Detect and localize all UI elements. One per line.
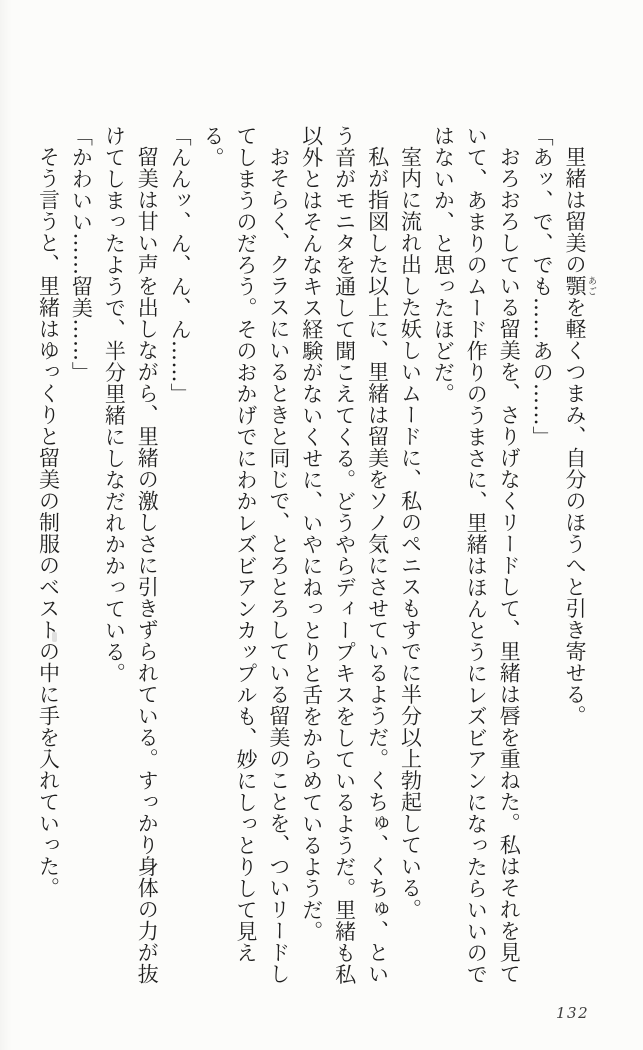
dialogue-paragraph: 「かわいい……留美……」 [69, 125, 94, 383]
novel-text-block [36, 125, 596, 986]
page-number: 132 [556, 1004, 590, 1022]
dialogue-paragraph: 「あッ、で、でも……あの……」 [530, 125, 555, 448]
hanging-punctuation: 。 [201, 146, 226, 168]
furigana-text: あご [586, 275, 596, 297]
dialogue-paragraph: 「んんッ、ん、ん、ん……」 [168, 125, 193, 405]
narrative-paragraph: 里緒は留美の顎 あごを軽くつまみ、自分のほうへと引き寄せる。 [563, 146, 596, 727]
narrative-paragraph: そう言うと、里緒はゆっくりと留美の制服のベストの中に手を入れていった。 [36, 146, 61, 899]
narrative-paragraph: おろおろしている留美を、さりげなくリードして、里緒は唇を重ねた。私はそれを見ていて、あまりのムード作りのうまさに、里緒はほんとうにレズビアンになったらいいのではないか、と思ったほどだ。 [431, 125, 522, 985]
ruby-annotated-word: 顎 あご [563, 275, 596, 297]
page-edge-shading [0, 0, 12, 1050]
narrative-paragraph: おそらく、クラスにいるときと同じで、とろとろしている留美のことを、ついリードしてしまうのだろう。そのおかげでにわかレズビアンカップルも、妙にしっとりして見える。 [201, 125, 291, 985]
narrative-paragraph: 留美は甘い声を出しながら、里緒の激しさに引きずられている。すっかり身体の力が抜けてしまったようで、半分里緒にしなだれかかっている。 [102, 125, 160, 985]
narrative-paragraph: 私が指図した以上に、里緒は留美をソノ気にさせているようだ。くちゅ、くちゅ、という音がモニタを通して聞こえてくる。どうやらディープキスをしているようだ。里緒も私以外とはそんなキス経験がないくせに、いやにねっとりと舌をからめているようだ。 [299, 125, 390, 985]
narrative-paragraph: 室内に流れ出した妖しいムードに、私のペニスもすでに半分以上勃起している。 [398, 146, 423, 920]
